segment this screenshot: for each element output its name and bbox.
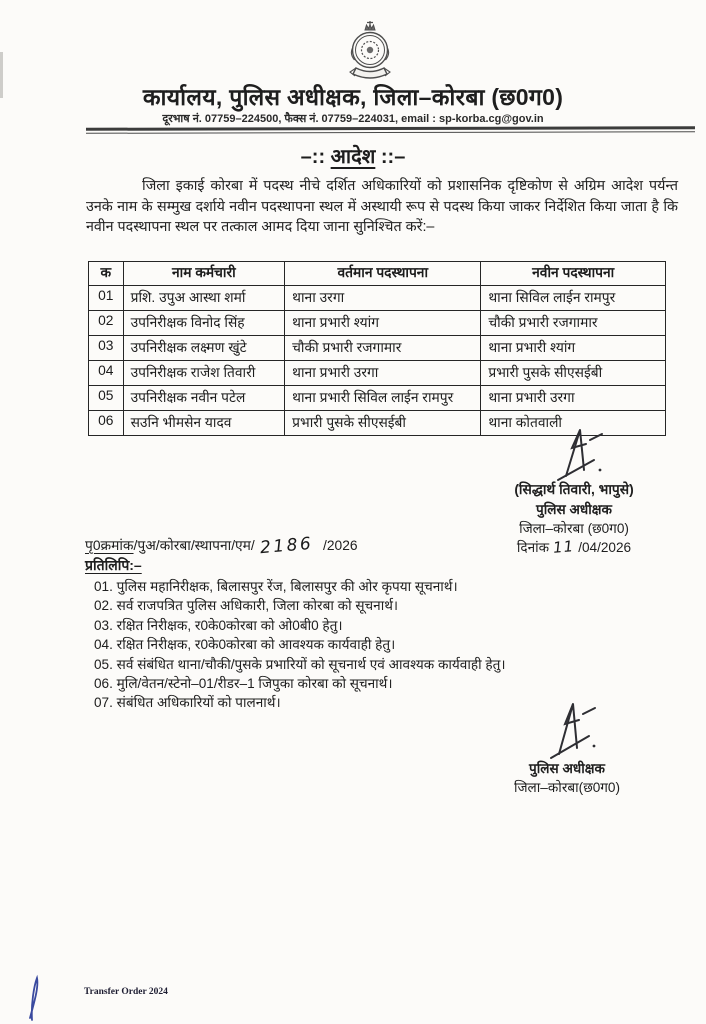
table-header-row	[89, 262, 666, 286]
cell-new-posting: थाना कोतवाली	[481, 411, 666, 436]
cell-serial-number: 03	[89, 336, 124, 361]
order-title-suffix: ::–	[375, 146, 406, 168]
cell-employee-name: उपनिरीक्षक विनोद सिंह	[123, 311, 285, 336]
order-body-paragraph: जिला इकाई कोरबा में पदस्थ नीचे दर्शित अधिकारियों को प्रशासनिक दृष्टिकोण से अग्रिम आदेश पर्यन्त उनके नाम के सम्मुख दर्शाये नवीन पदस्थापना स्थल में अस्थायी रूप से पदस्थ किया जाकर निर्देशित किया जाता है कि नवीन पदस्थापना स्थल पर तत्काल आमद दिया जाना सुनिश्चित करें:–	[86, 178, 678, 236]
copy-to-item: 01. पुलिस महानिरीक्षक, बिलासपुर रेंज, बिलासपुर की ओर कृपया सूचनार्थ।	[94, 579, 458, 594]
cell-current-posting: थाना उरगा	[285, 286, 481, 311]
table-row	[89, 361, 666, 386]
cell-new-posting: चौकी प्रभारी रजगामार	[481, 311, 666, 336]
transfer-table	[88, 261, 666, 436]
handwritten-signature-icon	[519, 698, 615, 760]
cell-new-posting: थाना सिविल लाईन रामपुर	[481, 286, 666, 311]
cell-new-posting: प्रभारी पुसके सीएसईबी	[481, 361, 666, 386]
cell-current-posting: थाना प्रभारी सिविल लाईन रामपुर	[285, 386, 481, 411]
cell-serial-number: 06	[89, 411, 124, 436]
copy-to-heading: प्रतिलिपि:–	[85, 557, 142, 573]
police-crest-icon	[334, 18, 406, 84]
cell-employee-name: उपनिरीक्षक नवीन पटेल	[123, 386, 285, 411]
signatory-district: जिला–कोरबा(छ0ग0)	[513, 780, 621, 795]
copy-to-item: 03. रक्षित निरीक्षक, र0के0कोरबा को ओ0बी0 हेतु।	[94, 617, 343, 633]
copy-to-item: 04. रक्षित निरीक्षक, र0के0कोरबा को आवश्यक कार्यवाही हेतु।	[94, 637, 396, 653]
order-title-word: आदेश	[330, 146, 376, 168]
copy-to-item: 02. सर्व राजपत्रित पुलिस अधिकारी, जिला कोरबा को सूचनार्थ।	[94, 598, 399, 614]
signatory-designation: पुलिस अधीक्षक	[529, 761, 605, 776]
cell-current-posting: चौकी प्रभारी रजगामार	[285, 336, 481, 361]
cell-serial-number: 04	[89, 361, 124, 386]
copy-to-item: 05. सर्व संबंधित थाना/चौकी/पुसके प्रभारियों को सूचनार्थ एवं आवश्यक कार्यवाही हेतु।	[94, 656, 506, 672]
office-title: कार्यालय, पुलिस अधीक्षक, जिला–कोरबा (छ0ग0)	[142, 84, 564, 110]
table-row	[89, 286, 666, 311]
copy-to-list	[94, 577, 646, 713]
table-row	[89, 311, 666, 336]
table-header-cell: क	[89, 262, 124, 286]
reference-path: /पुअ/कोरबा/स्थापना/एम/	[133, 538, 255, 553]
signatory-district: जिला–कोरबा (छ0ग0)	[519, 521, 629, 536]
footer-note: Transfer Order 2024	[84, 987, 168, 997]
signatory-designation: पुलिस अधीक्षक	[536, 502, 612, 517]
copy-to-item: 06. मुलि/वेतन/स्टेनो–01/रीडर–1 जिपुका कोरबा को सूचनार्थ।	[94, 676, 393, 692]
cell-current-posting: थाना प्रभारी श्यांग	[285, 311, 481, 336]
signatory-block-sp-bottom	[452, 698, 682, 796]
cell-serial-number: 05	[89, 386, 124, 411]
reference-number-line	[85, 533, 358, 559]
table-header-cell: नाम कर्मचारी	[123, 262, 285, 286]
signatory-block-sp	[462, 424, 686, 556]
order-date-line	[462, 537, 686, 556]
date-label: दिनांक	[516, 540, 550, 555]
handwritten-signature-icon	[528, 424, 620, 482]
cell-employee-name: प्रशि. उपुअ आस्था शर्मा	[123, 286, 285, 311]
date-month-year: /04/2026	[578, 540, 632, 555]
table-row	[89, 336, 666, 361]
order-title-prefix: –::	[300, 146, 331, 168]
cell-employee-name: उपनिरीक्षक राजेश तिवारी	[123, 361, 285, 386]
cell-current-posting: थाना प्रभारी उरगा	[285, 361, 481, 386]
reference-year: /2026	[323, 538, 358, 553]
cell-employee-name: उपनिरीक्षक लक्ष्मण खुंटे	[123, 336, 285, 361]
cell-new-posting: थाना प्रभारी श्यांग	[481, 336, 666, 361]
cell-employee-name: सउनि भीमसेन यादव	[123, 411, 285, 436]
cell-serial-number: 01	[89, 286, 124, 311]
date-day-handwritten: 11	[552, 537, 575, 557]
blue-pen-stroke-icon	[22, 974, 50, 1022]
order-title	[0, 142, 706, 169]
signatory-name: (सिद्धार्थ तिवारी, भापुसे)	[514, 482, 634, 497]
table-header-cell: नवीन पदस्थापना	[481, 262, 666, 286]
reference-label: पृ0क्रमांक	[85, 538, 134, 553]
cell-new-posting: थाना प्रभारी उरगा	[481, 386, 666, 411]
table-row	[89, 386, 666, 411]
header-divider	[86, 126, 695, 134]
copy-to-item: 07. संबंधित अधिकारियों को पालनार्थ।	[94, 695, 281, 711]
office-contact-line: दूरभाष नं. 07759–224500, फैक्स नं. 07759–224031, email : sp-korba.cg@gov.in	[162, 113, 544, 125]
table-header-cell: वर्तमान पदस्थापना	[285, 262, 481, 286]
reference-number-handwritten: 2186	[259, 533, 314, 559]
cell-serial-number: 02	[89, 311, 124, 336]
cell-current-posting: प्रभारी पुसके सीएसईबी	[285, 411, 481, 436]
